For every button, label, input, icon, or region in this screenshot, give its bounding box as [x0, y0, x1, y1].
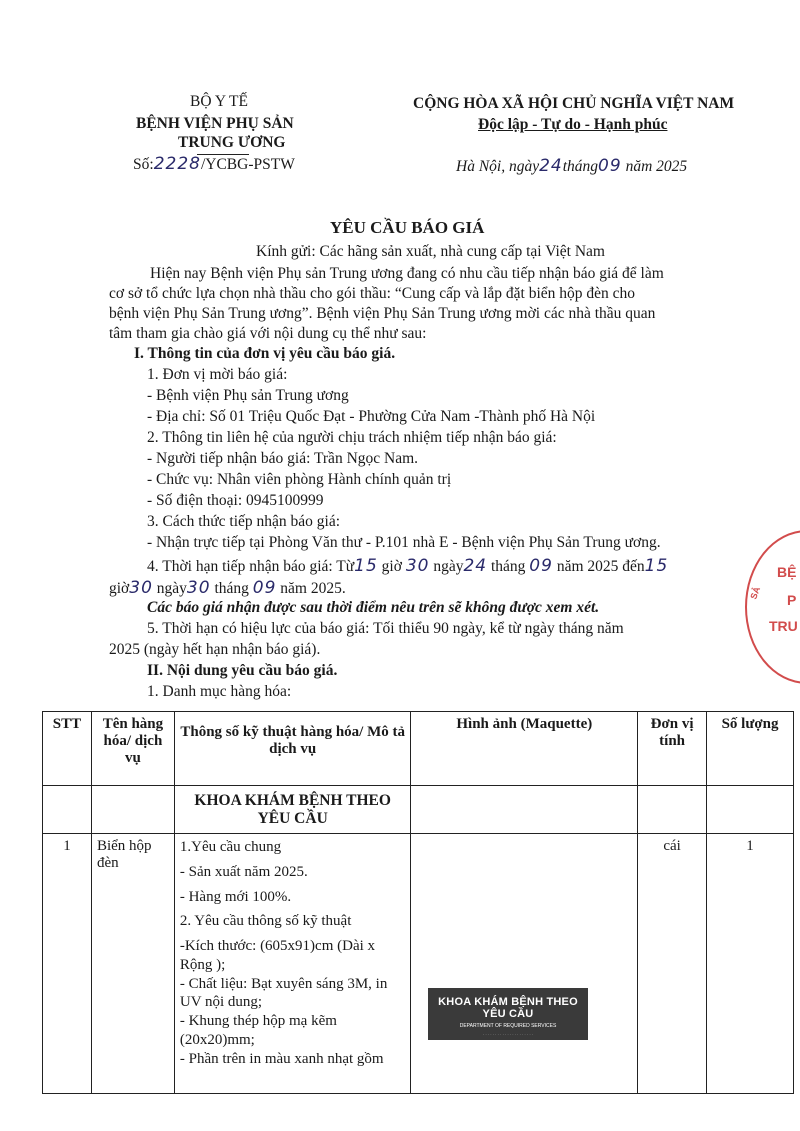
- header-name: Tên hàng hóa/ dịch vụ: [91, 712, 174, 786]
- intro-line-2: cơ sở tổ chức lựa chọn nhà thầu cho gói thầu: “Cung cấp và lắp đặt biển hộp đèn cho: [109, 285, 636, 302]
- cell-unit: cái: [638, 834, 707, 1094]
- header-stt: STT: [43, 712, 92, 786]
- validity-line-2: 2025 (ngày hết hạn nhận báo giá).: [109, 641, 321, 658]
- motto: Độc lập - Tự do - Hạnh phúc: [478, 116, 668, 133]
- section-1-line: - Người tiếp nhận báo giá: Trần Ngọc Nam.: [147, 450, 419, 467]
- deadline-warning: Các báo giá nhận được sau thời điểm nêu trên sẽ không được xem xét.: [147, 599, 600, 616]
- intro-line-4: tâm tham gia chào giá với nội dung cụ thể như sau:: [109, 325, 427, 342]
- hospital-name-line1: BỆNH VIỆN PHỤ SẢN: [136, 115, 294, 132]
- section-1-line: 3. Cách thức tiếp nhận báo giá:: [147, 513, 341, 530]
- document-date: Hà Nội, ngày24tháng09 năm 2025: [456, 156, 688, 176]
- page-title: YÊU CẦU BÁO GIÁ: [330, 218, 485, 237]
- document-number: Số:2228/YCBG-PSTW: [133, 154, 295, 174]
- intro-line-1: Hiện nay Bệnh viện Phụ sản Trung ương đang có nhu cầu tiếp nhận báo giá để làm: [150, 265, 664, 282]
- goods-table: [42, 711, 794, 1094]
- official-stamp: BỆ P TRU SẢ: [745, 530, 800, 684]
- section-2-heading: II. Nội dung yêu cầu báo giá.: [147, 662, 338, 679]
- header-image: Hình ảnh (Maquette): [411, 712, 638, 786]
- cell-name: Biển hộp đèn: [91, 834, 174, 1094]
- table-row: [43, 834, 794, 1094]
- validity-line-1: 5. Thời hạn có hiệu lực của báo giá: Tối thiểu 90 ngày, kể từ ngày tháng năm: [147, 620, 624, 637]
- cell-image: [411, 834, 638, 1094]
- intro-line-3: bệnh viện Phụ Sản Trung ương”. Bệnh viện Phụ Sản Trung ương mời các nhà thầu quan: [109, 305, 656, 322]
- deadline-line: 4. Thời hạn tiếp nhận báo giá: Từ15 giờ 30 ngày24 tháng 09 năm 2025 đến15: [147, 556, 669, 576]
- section-1-heading: I. Thông tin của đơn vị yêu cầu báo giá.: [134, 345, 396, 362]
- cell-qty: 1: [707, 834, 794, 1094]
- section-1-line: - Chức vụ: Nhân viên phòng Hành chính quản trị: [147, 471, 452, 488]
- section-1-line: - Số điện thoại: 0945100999: [147, 492, 324, 509]
- cell-stt: 1: [43, 834, 92, 1094]
- section-2-sub: 1. Danh mục hàng hóa:: [147, 683, 292, 700]
- header-qty: Số lượng: [707, 712, 794, 786]
- cell-specs: 1.Yêu cầu chung - Sản xuất năm 2025. - Hàng mới 100%. 2. Yêu cầu thông số kỹ thuật -Kích thước: (605x91)cm (Dài x Rộng ); - Chất liệu: Bạt xuyên sáng 3M, in UV nội dung; - Khung thép hộp mạ kẽm (20x20)mm; - Phần trên in màu xanh nhạt gồm: [174, 834, 411, 1094]
- ministry-name: BỘ Y TẾ: [190, 93, 248, 110]
- deadline-line-2: giờ30 ngày30 tháng 09 năm 2025.: [109, 578, 346, 598]
- recipient-line: Kính gửi: Các hãng sản xuất, nhà cung cấp tại Việt Nam: [256, 243, 605, 260]
- table-group-row: [43, 786, 794, 834]
- section-1-line: - Địa chỉ: Số 01 Triệu Quốc Đạt - Phường Cửa Nam -Thành phố Hà Nội: [147, 408, 596, 425]
- section-1-line: - Bệnh viện Phụ sản Trung ương: [147, 387, 349, 404]
- group-title: KHOA KHÁM BỆNH THEO YÊU CẦU: [174, 786, 411, 834]
- header-unit: Đơn vị tính: [638, 712, 707, 786]
- section-1-line: 1. Đơn vị mời báo giá:: [147, 366, 288, 383]
- country-name: CỘNG HÒA XÃ HỘI CHỦ NGHĨA VIỆT NAM: [413, 95, 735, 112]
- hospital-name-line2: TRUNG ƯƠNG: [178, 134, 286, 151]
- section-1-line: 2. Thông tin liên hệ của người chịu trách nhiệm tiếp nhận báo giá:: [147, 429, 557, 446]
- maquette-image: KHOA KHÁM BỆNH THEO YÊU CẦU DEPARTMENT OF REQUIRED SERVICES · · · · · · · · · · · · · · · · · · · · ·: [428, 988, 588, 1040]
- header-specs: Thông số kỹ thuật hàng hóa/ Mô tả dịch vụ: [174, 712, 411, 786]
- section-1-line: - Nhận trực tiếp tại Phòng Văn thư - P.101 nhà E - Bệnh viện Phụ Sản Trung ương.: [147, 534, 661, 551]
- table-header-row: [43, 712, 794, 786]
